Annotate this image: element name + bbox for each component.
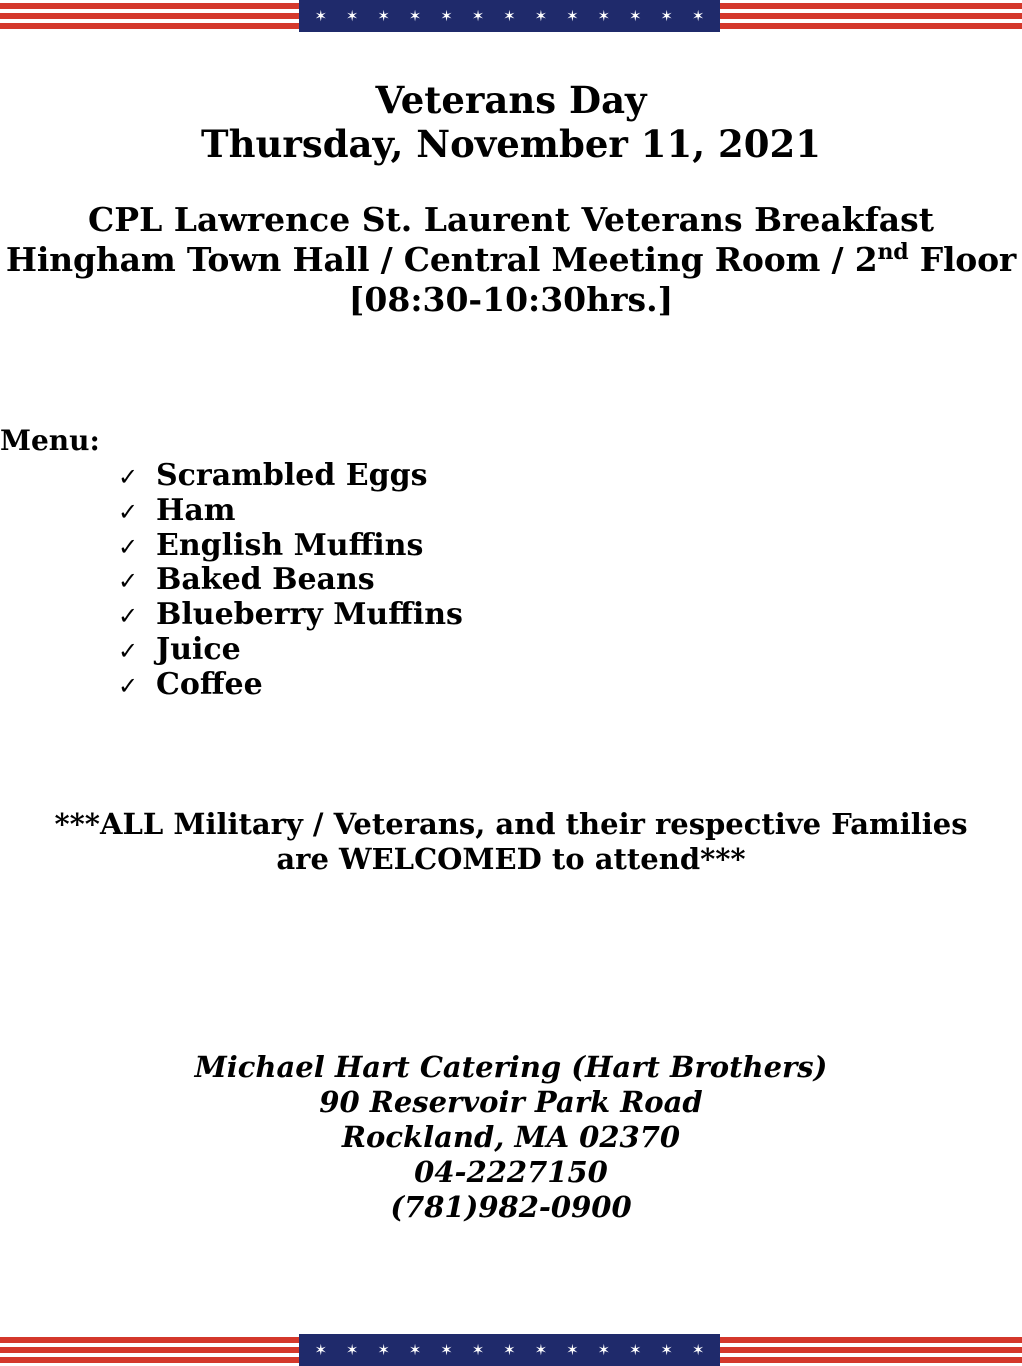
menu-item-label: English Muffins bbox=[156, 527, 424, 563]
menu-item-label: Scrambled Eggs bbox=[156, 458, 428, 493]
menu-item-label: Blueberry Muffins bbox=[156, 597, 463, 633]
star-icon: ✶ bbox=[534, 6, 548, 25]
star-icon: ✶ bbox=[503, 1340, 516, 1359]
menu-item-label: Ham bbox=[156, 492, 236, 528]
welcome-notice-line-2: are WELCOMED to attend*** bbox=[276, 842, 746, 876]
menu-item-label: Juice bbox=[156, 631, 241, 667]
checkmark-icon: ✓ bbox=[118, 636, 139, 665]
star-icon: ✶ bbox=[597, 1340, 611, 1359]
caterer-name: Michael Hart Catering (Hart Brothers) bbox=[194, 1050, 828, 1084]
menu-item bbox=[118, 668, 463, 703]
star-field bbox=[299, 1334, 720, 1366]
star-icon: ✶ bbox=[408, 6, 422, 25]
star-icon: ✶ bbox=[314, 1340, 328, 1359]
star-icon: ✶ bbox=[566, 1340, 579, 1359]
top-flag-banner bbox=[0, 0, 1022, 32]
event-details bbox=[0, 200, 1022, 320]
star-icon: ✶ bbox=[566, 6, 579, 25]
star-icon: ✶ bbox=[628, 6, 642, 25]
event-location-floor: Floor bbox=[908, 240, 1017, 279]
star-icon: ✶ bbox=[691, 1340, 705, 1359]
star-icon: ✶ bbox=[377, 1340, 390, 1359]
caterer-phone: (781)982-0900 bbox=[390, 1190, 632, 1224]
menu-item-label: Coffee bbox=[156, 666, 263, 702]
event-name: CPL Lawrence St. Laurent Veterans Breakfast bbox=[87, 200, 934, 239]
event-location-text: Hingham Town Hall / Central Meeting Room / 2 bbox=[5, 240, 878, 279]
menu-label: Menu: bbox=[0, 424, 100, 457]
menu-item bbox=[118, 459, 463, 494]
menu-item bbox=[118, 529, 463, 564]
caterer-street: 90 Reservoir Park Road bbox=[319, 1085, 703, 1119]
star-icon: ✶ bbox=[408, 1340, 422, 1359]
star-icon: ✶ bbox=[503, 6, 516, 25]
star-icon: ✶ bbox=[597, 6, 611, 25]
checkmark-icon: ✓ bbox=[118, 602, 139, 631]
star-icon: ✶ bbox=[345, 1340, 359, 1359]
title-block bbox=[0, 78, 1022, 166]
menu-item-label: Baked Beans bbox=[156, 562, 375, 598]
event-date: Thursday, November 11, 2021 bbox=[201, 122, 821, 166]
menu-item bbox=[118, 563, 463, 598]
star-icon: ✶ bbox=[471, 6, 485, 25]
menu-item bbox=[118, 598, 463, 633]
checkmark-icon: ✓ bbox=[118, 671, 139, 700]
welcome-notice-line-1: ***ALL Military / Veterans, and their respective Families bbox=[54, 807, 968, 841]
star-icon: ✶ bbox=[377, 6, 390, 25]
menu-item bbox=[118, 494, 463, 529]
caterer-city: Rockland, MA 02370 bbox=[341, 1120, 681, 1154]
floor-ordinal-suffix: nd bbox=[877, 239, 909, 265]
checkmark-icon: ✓ bbox=[118, 532, 139, 561]
event-time: [08:30-10:30hrs.] bbox=[348, 280, 674, 319]
star-icon: ✶ bbox=[314, 6, 328, 25]
page-title: Veterans Day bbox=[375, 78, 647, 122]
star-icon: ✶ bbox=[471, 1340, 485, 1359]
star-icon: ✶ bbox=[440, 6, 453, 25]
caterer-code: 04-2227150 bbox=[414, 1155, 608, 1189]
star-icon: ✶ bbox=[628, 1340, 642, 1359]
caterer-address bbox=[0, 1050, 1022, 1225]
star-icon: ✶ bbox=[660, 1340, 673, 1359]
checkmark-icon: ✓ bbox=[118, 497, 139, 526]
star-field bbox=[299, 0, 720, 32]
menu-item bbox=[118, 633, 463, 668]
star-icon: ✶ bbox=[440, 1340, 453, 1359]
menu-list bbox=[118, 459, 463, 703]
star-icon: ✶ bbox=[660, 6, 673, 25]
bottom-flag-banner bbox=[0, 1334, 1022, 1366]
star-icon: ✶ bbox=[534, 1340, 548, 1359]
welcome-notice bbox=[0, 807, 1022, 877]
star-icon: ✶ bbox=[345, 6, 359, 25]
star-icon: ✶ bbox=[691, 6, 705, 25]
checkmark-icon: ✓ bbox=[118, 567, 139, 596]
event-location bbox=[0, 240, 1022, 280]
checkmark-icon: ✓ bbox=[118, 463, 139, 491]
